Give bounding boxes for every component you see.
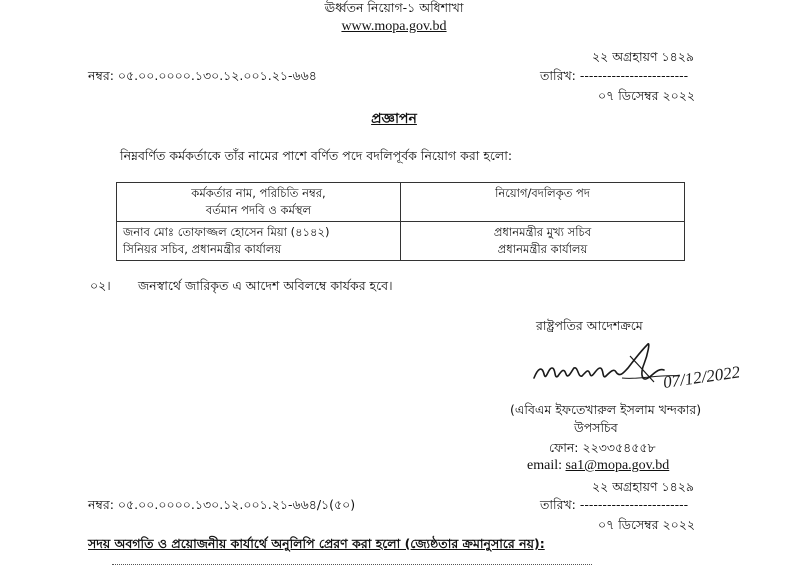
date-bangla-top: ২২ অগ্রহায়ণ ১৪২৯ — [592, 49, 694, 64]
table-row — [117, 222, 685, 261]
clause-number: ০২। — [90, 278, 111, 293]
memo-number-value: ০৫.০০.০০০০.১৩০.১২.০০১.২১-৬৬৪/১(৫০) — [117, 497, 356, 512]
date-blank: ------------------------ — [579, 68, 689, 83]
website-link[interactable]: www.mopa.gov.bd — [341, 19, 447, 34]
new-office: প্রধানমন্ত্রীর কার্যালয় — [497, 242, 588, 256]
header-post — [401, 183, 685, 222]
assignment-table — [116, 182, 685, 261]
signature-date: 07/12/2022 — [661, 362, 742, 392]
date-blank: ------------------------ — [579, 497, 689, 512]
date-english-top: ০৭ ডিসেম্বর ২০২২ — [598, 88, 696, 103]
memo-number-bottom — [88, 497, 355, 517]
memo-number-top — [88, 68, 317, 88]
header-post-line: নিয়োগ/বদলিকৃত পদ — [495, 186, 590, 200]
phone-value: ২২৩৩৫৪৫৫৮ — [582, 440, 656, 455]
clause-text: জনস্বার্থে জারিকৃত এ আদেশ অবিলম্বে কার্যকর হবে। — [138, 278, 393, 293]
signatory-name: (এবিএম ইফতেখারুল ইসলাম খন্দকার) — [510, 402, 702, 417]
office-name: ঊর্ধ্বতন নিয়োগ-১ অধিশাখা — [324, 0, 464, 15]
phone-label: ফোন: — [549, 440, 579, 455]
officer-name: জনাব মোঃ তোফাজ্জল হোসেন মিয়া (৪১৪২) — [123, 225, 330, 239]
header-officer — [117, 183, 401, 222]
date-line-bottom — [540, 497, 688, 517]
email-label: email: — [527, 458, 562, 473]
memo-number-label: নম্বর: — [88, 497, 114, 512]
email-link[interactable]: sa1@mopa.gov.bd — [565, 458, 670, 473]
document-title: প্রজ্ঞাপন — [371, 111, 417, 127]
cut-off-text-line — [0, 556, 788, 568]
cell-post — [401, 222, 685, 261]
date-english-bottom: ০৭ ডিসেম্বর ২০২২ — [598, 517, 696, 532]
date-line-top — [540, 68, 688, 88]
memo-number-label: নম্বর: — [88, 68, 114, 83]
officer-current-post: সিনিয়র সচিব, প্রধানমন্ত্রীর কার্যালয় — [123, 242, 282, 256]
signatory-designation: উপসচিব — [574, 420, 618, 435]
header-officer-line: কর্মকর্তার নাম, পরিচিতি নম্বর, — [191, 186, 326, 200]
signatory-phone — [549, 440, 656, 460]
date-bangla-bottom: ২২ অগ্রহায়ণ ১৪২৯ — [592, 479, 694, 494]
copy-to-heading: সদয় অবগতি ও প্রয়োজনীয় কার্যার্থে অনুলিপি প্রেরণ করা হলো (জ্যেষ্ঠতার ক্রমানুসারে নয়): — [88, 536, 545, 551]
intro-text: নিম্নবর্ণিত কর্মকর্তাকে তাঁর নামের পাশে বর্ণিত পদে বদলিপূর্বক নিয়োগ করা হলো: — [120, 148, 513, 163]
signatory-email — [527, 458, 669, 474]
memo-number-value: ০৫.০০.০০০০.১৩০.১২.০০১.২১-৬৬৪ — [117, 68, 317, 83]
table-header-row — [117, 183, 685, 222]
date-label: তারিখ: — [540, 497, 576, 512]
signature-icon — [530, 338, 762, 400]
date-label: তারিখ: — [540, 68, 576, 83]
cell-officer — [117, 222, 401, 261]
new-post: প্রধানমন্ত্রীর মুখ্য সচিব — [493, 225, 592, 239]
order-line: রাষ্ট্রপতির আদেশক্রমে — [536, 318, 643, 333]
header-officer-line: বর্তমান পদবি ও কর্মস্থল — [205, 203, 312, 217]
